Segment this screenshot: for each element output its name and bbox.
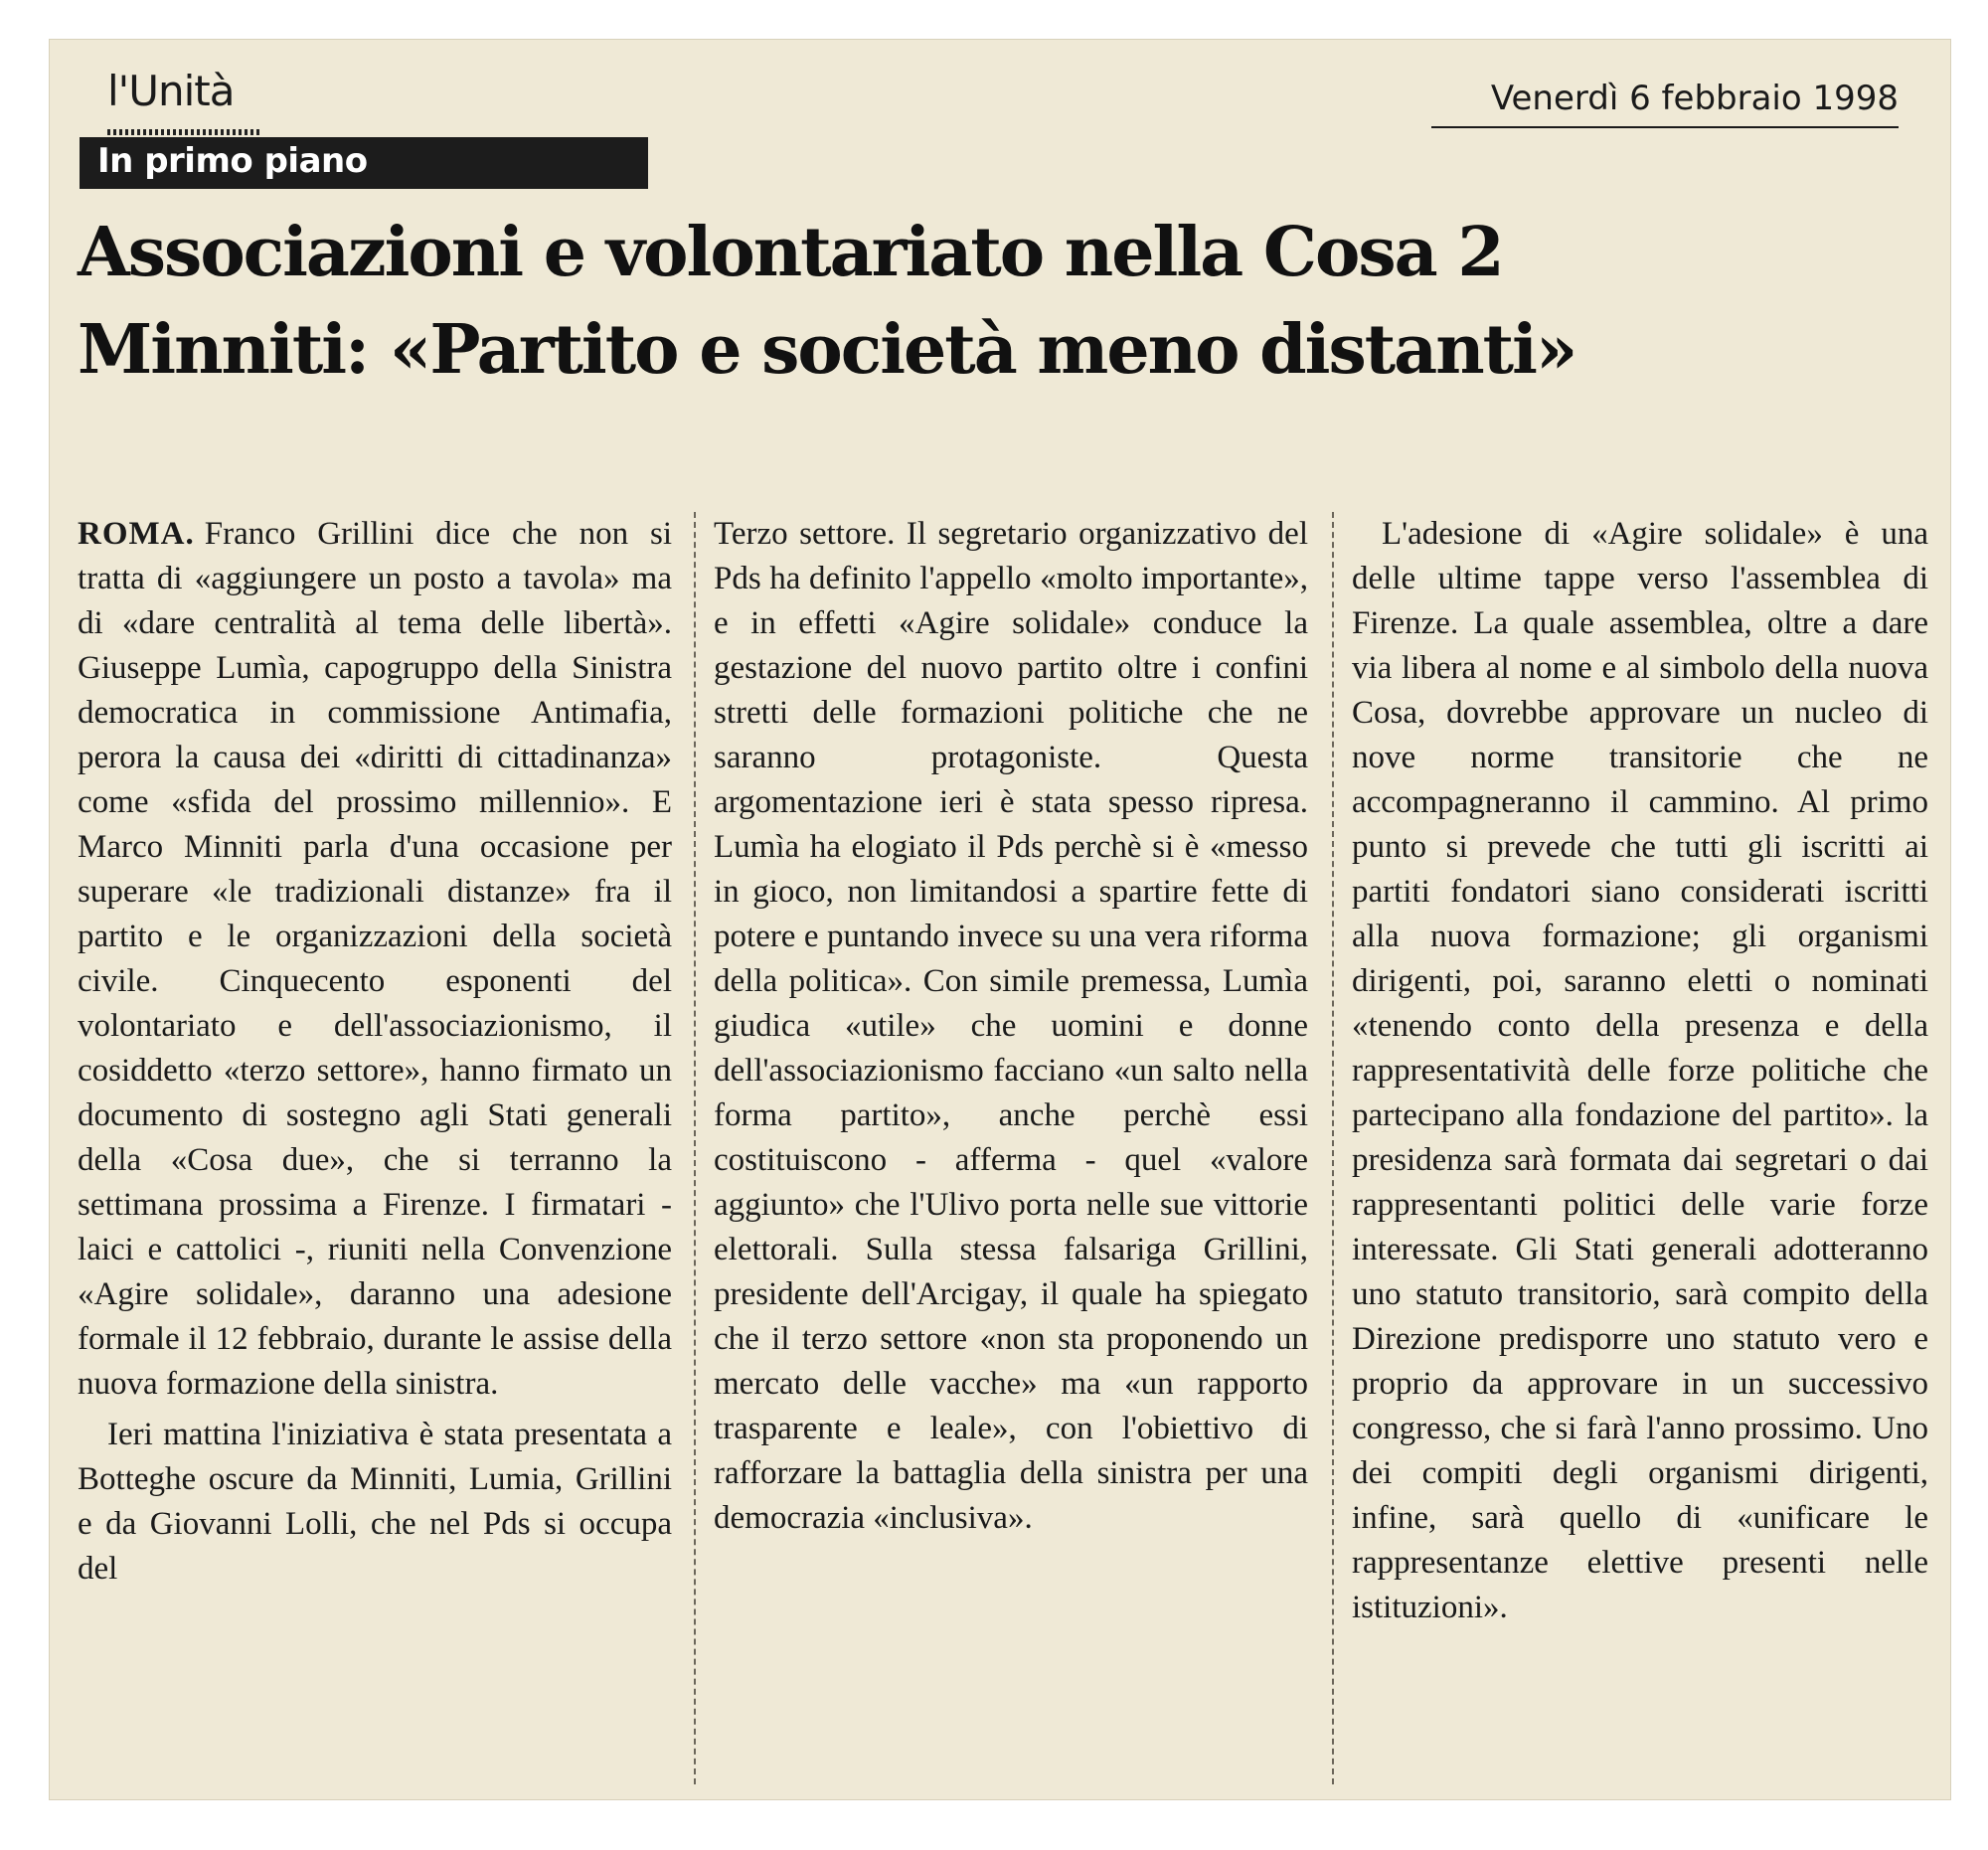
article-body — [78, 512, 1934, 1794]
section-label: In primo piano — [97, 141, 368, 181]
article-paragraph: Ieri mattina l'iniziativa è stata presentata a Botteghe oscure da Minniti, Lumia, Grillini e da Giovanni Lolli, che nel Pds si occupa del — [78, 1417, 672, 1587]
article-paragraph: L'adesione di «Agire solidale» è una delle ultime tappe verso l'assemblea di Firenze. La quale assemblea, oltre a dare via libera al nome e al simbolo della nuova Cosa, dovrebbe approvare un nucleo di nove norme transitorie che ne accompagneranno il cammino. Al primo punto si prevede che tutti gli iscritti ai partiti fondatori siano considerati iscritti alla nuova formazione; gli organismi dirigenti, poi, saranno eletti o nominati «tenendo conto della presenza e della rappresentatività delle forze politiche che partecipano alla fondazione del partito». la presidenza sarà formata dai segretari o dai rappresentanti politici delle varie forze interessate. Gli Stati generali adotteranno uno statuto transitorio, sarà compito della Direzione predisporre uno statuto vero e proprio da approvare in un successivo congresso, che si farà l'anno prossimo. Uno dei compiti degli organismi dirigenti, infine, sarà quello di «unificare le rappresentanze elettive presenti nelle istituzioni». — [1352, 516, 1928, 1625]
article-dateline: ROMA. — [78, 516, 195, 552]
article-paragraph: Terzo settore. Il segretario organizzativo del Pds ha definito l'appello «molto importante», e in effetti «Agire solidale» conduce la gestazione del nuovo partito oltre i confini stretti delle formazioni politiche che ne saranno protagoniste. Questa argomentazione ieri è stata spesso ripresa. Lumìa ha elogiato il Pds perchè si è «messo in gioco, non limitandosi a spartire fette di potere e puntando invece su una vera riforma della politica». Con simile premessa, Lumìa giudica «utile» che uomini e donne dell'associazionismo facciano «un salto nella forma partito», anche perchè essi costituiscono - afferma - quel «valore aggiunto» che l'Ulivo porta nelle sue vittorie elettorali. Sulla stessa falsariga Grillini, presidente dell'Arcigay, il quale ha spiegato che il terzo settore «non sta proponendo un mercato delle vacche» ma «un rapporto trasparente e leale», con l'obiettivo di rafforzare la battaglia della sinistra per una democrazia «inclusiva». — [714, 516, 1308, 1536]
newspaper-clipping — [50, 40, 1950, 1799]
headline-line-2: Minniti: «Partito e società meno distanti» — [78, 310, 1576, 390]
newspaper-name-underline — [107, 129, 261, 135]
publication-date: Venerdì 6 febbraio 1998 — [1431, 79, 1899, 128]
article-paragraph-text: Franco Grillini dice che non si tratta di «aggiungere un posto a tavola» ma di «dare centralità al tema delle libertà». Giuseppe Lumìa, capogruppo della Sinistra democratica in commissione Antimafia, perora la causa dei «diritti di cittadinanza» come «sfida del prossimo millennio». E Marco Minniti parla d'una occasione per superare «le tradizionali distanze» fra il partito e le organizzazioni della società civile. Cinquecento esponenti del volontariato e dell'associazionismo, il cosiddetto «terzo settore», hanno firmato un documento di sostegno agli Stati generali della «Cosa due», che si terranno la settimana prossima a Firenze. I firmatari - laici e cattolici -, riuniti nella Convenzione «Agire solidale», daranno una adesione formale il 12 febbraio, durante le assise della nuova formazione della sinistra. — [78, 516, 672, 1402]
article-column-1 — [78, 512, 672, 1592]
newspaper-name: l'Unità — [107, 67, 235, 115]
column-divider — [1332, 512, 1334, 1784]
article-column-3 — [1352, 512, 1928, 1630]
article-column-2 — [714, 512, 1308, 1541]
headline-line-1: Associazioni e volontariato nella Cosa 2 — [78, 213, 1503, 292]
article-paragraph — [78, 512, 672, 1407]
article-headline — [78, 204, 1926, 399]
column-divider — [694, 512, 696, 1784]
section-banner — [80, 137, 648, 189]
